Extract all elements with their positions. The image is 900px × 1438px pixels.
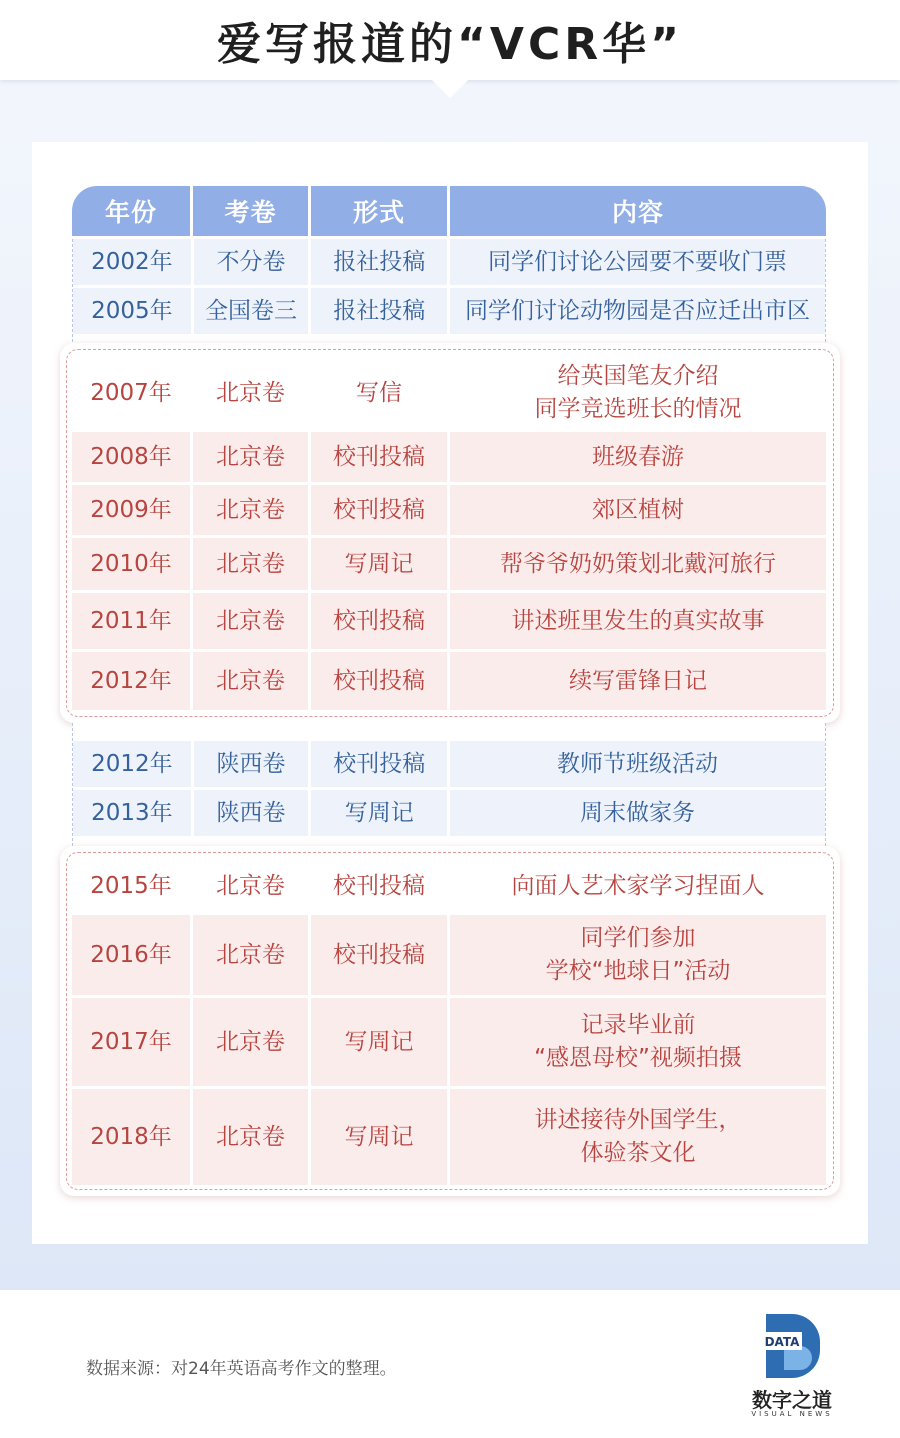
cell-year: 2011年 [72,593,190,649]
cell-form: 写周记 [311,538,447,590]
cell-content: 帮爷爷奶奶策划北戴河旅行 [450,538,826,590]
cell-form: 校刊投稿 [311,432,447,482]
cell-paper: 北京卷 [193,915,308,995]
cell-content: 同学们参加 学校“地球日”活动 [450,915,826,995]
table-row [72,485,826,535]
cell-content: 班级春游 [450,432,826,482]
table-row [72,357,826,429]
cell-form: 写周记 [311,1089,447,1185]
cell-year: 2012年 [72,652,190,710]
header-paper: 考卷 [193,186,308,236]
cell-year: 2008年 [72,432,190,482]
cell-year: 2002年 [73,239,191,285]
table-row [72,538,826,590]
cell-form: 报社投稿 [311,288,447,334]
table-row [72,915,826,995]
cell-form: 校刊投稿 [311,652,447,710]
cell-content: 讲述班里发生的真实故事 [450,593,826,649]
cell-form: 校刊投稿 [311,485,447,535]
cell-paper: 全国卷三 [194,288,309,334]
cell-form: 校刊投稿 [311,741,447,787]
cell-content: 教师节班级活动 [450,741,825,787]
cell-form: 写信 [356,379,402,406]
table-row [72,593,826,649]
cell-year: 2018年 [72,1089,190,1185]
cell-content: 给英国笔友介绍 同学竞选班长的情况 [534,363,742,422]
cell-content: 周末做家务 [450,790,825,836]
cell-form: 写周记 [311,998,447,1086]
cell-form: 写周记 [311,790,447,836]
cell-content: 向面人艺术家学习捏面人 [511,872,765,899]
banner-pointer [432,80,468,98]
cell-year: 2009年 [72,485,190,535]
table-group-national [72,239,826,342]
cell-paper: 北京卷 [216,379,285,406]
table-row [73,288,825,334]
header-year: 年份 [72,186,190,236]
table-row [72,998,826,1086]
cell-content: 郊区植树 [450,485,826,535]
cell-year: 2016年 [72,915,190,995]
table-row [73,741,825,787]
table-row [72,1089,826,1185]
cell-content: 记录毕业前 “感恩母校”视频拍摄 [450,998,826,1086]
cell-content: 续写雷锋日记 [450,652,826,710]
cell-year: 2012年 [73,741,191,787]
table-row [73,239,825,285]
cell-year: 2005年 [73,288,191,334]
logo-mark-text: DATA [764,1335,800,1349]
cell-paper: 北京卷 [193,1089,308,1185]
cell-content: 同学们讨论动物园是否应迁出市区 [450,288,825,334]
table-row [72,432,826,482]
cell-paper: 北京卷 [193,998,308,1086]
cell-paper: 北京卷 [193,652,308,710]
cell-form: 报社投稿 [311,239,447,285]
highlight-panel-beijing-1 [60,343,840,723]
header-form: 形式 [311,186,447,236]
cell-form: 校刊投稿 [333,872,425,899]
logo-subtitle: VISUAL NEWS [751,1410,833,1418]
data-source-note: 数据来源：对24年英语高考作文的整理。 [86,1359,397,1379]
table-group-shaanxi [72,723,826,846]
cell-year: 2007年 [90,379,172,406]
cell-paper: 不分卷 [194,239,309,285]
cell-paper: 北京卷 [193,593,308,649]
cell-year: 2013年 [73,790,191,836]
table-header [72,186,826,236]
header-content: 内容 [450,186,826,236]
title-banner [0,0,900,80]
cell-form: 校刊投稿 [311,593,447,649]
cell-content: 讲述接待外国学生， 体验茶文化 [450,1089,826,1185]
table-row [72,860,826,912]
cell-paper: 北京卷 [193,485,308,535]
cell-paper: 陕西卷 [194,741,309,787]
cell-paper: 北京卷 [216,872,285,899]
cell-year: 2017年 [72,998,190,1086]
cell-form: 校刊投稿 [311,915,447,995]
cell-paper: 北京卷 [193,432,308,482]
table-row [73,790,825,836]
cell-paper: 陕西卷 [194,790,309,836]
cell-content: 同学们讨论公园要不要收门票 [450,239,825,285]
highlight-panel-beijing-2 [60,846,840,1196]
cell-year: 2015年 [90,872,172,899]
page-title: 爱写报道的“VCR华” [216,19,684,70]
logo-name: 数字之道 [752,1388,832,1412]
cell-year: 2010年 [72,538,190,590]
cell-paper: 北京卷 [193,538,308,590]
table-row [72,652,826,710]
